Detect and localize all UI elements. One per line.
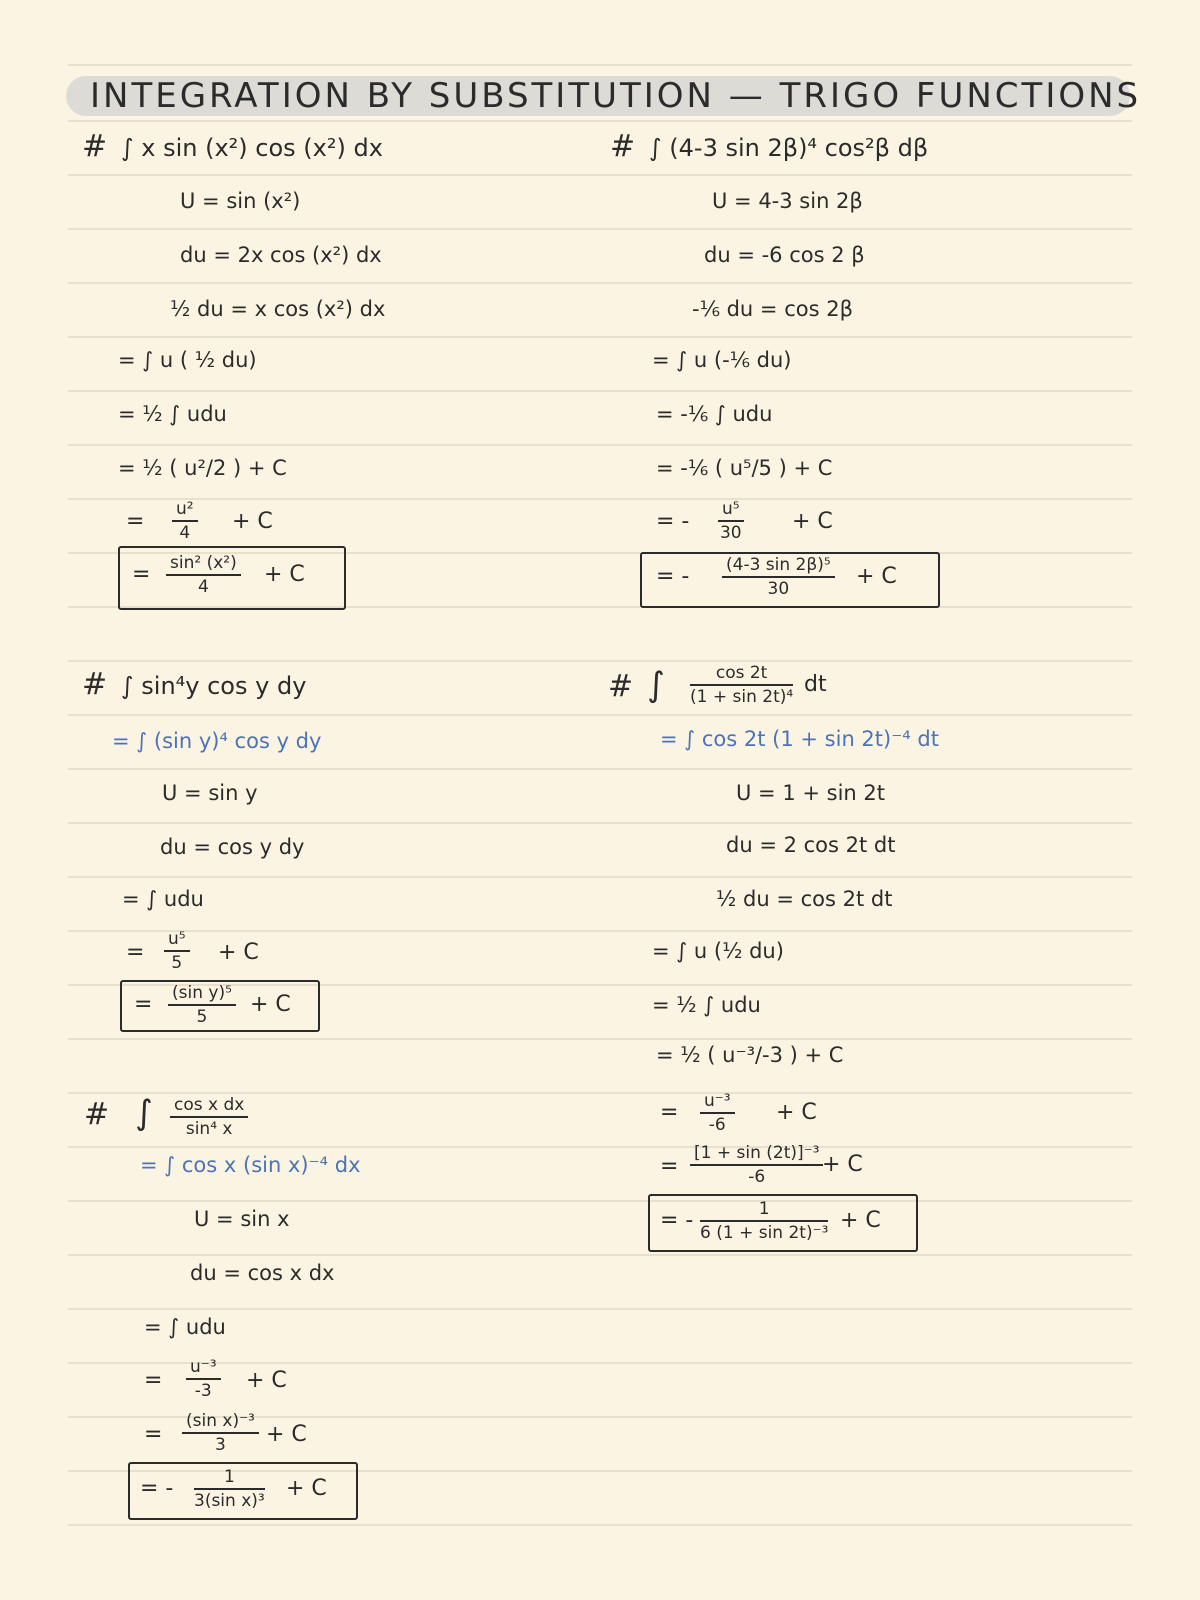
- p4-answer-fraction: $\frac{1}{\text{6 (1 + sin 2t)⁻³}}$: [700, 1199, 829, 1243]
- problem-1-header: # ∫ x sin (x²) cos (x²) dx: [82, 129, 383, 164]
- p1-answer-eq: =: [132, 562, 151, 587]
- p4-u: U = 1 + sin 2t: [736, 781, 885, 805]
- p2-answer-fraction: $\frac{\text{(4-3 sin 2β)⁵}}{30}$: [722, 554, 835, 600]
- p2-step-1: = ∫ u (-⅙ du): [652, 348, 792, 372]
- problem-5-header-start: [84, 1093, 153, 1133]
- p4-step-5-eq: =: [660, 1154, 679, 1179]
- p5-step-3-constant: + C: [266, 1422, 307, 1447]
- p5-header-fraction: $\frac{\text{cos x dx}}{\text{sin⁴ x}}$: [170, 1094, 248, 1140]
- rule-line: [68, 1524, 1132, 1526]
- hash-marker: #: [82, 667, 108, 702]
- p5-rewrite: = ∫ cos x (sin x)⁻⁴ dx: [140, 1153, 361, 1177]
- p1-answer-constant: + C: [264, 562, 305, 587]
- hash-marker: #: [608, 669, 634, 704]
- p3-answer-fraction: $\frac{\text{(sin y)⁵}}{5}$: [168, 982, 236, 1028]
- p5-step-2-fraction: $\frac{\text{u⁻³}}{-3}$: [186, 1356, 221, 1402]
- p3-step-1: = ∫ udu: [122, 887, 204, 911]
- p1-step-2: = ½ ∫ udu: [118, 402, 227, 426]
- p4-header-fraction: $\frac{\cos 2t}{\text{(1 + sin 2t)⁴}}$: [690, 663, 794, 707]
- p4-step-4-fraction: $\frac{\text{u⁻³}}{-6}$: [700, 1090, 735, 1136]
- p2-step-4-constant: + C: [792, 509, 833, 534]
- p3-u: U = sin y: [162, 781, 258, 805]
- rule-line: [68, 876, 1132, 878]
- p2-sixth-du: -⅙ du = cos 2β: [692, 297, 853, 321]
- rule-line: [68, 390, 1132, 392]
- rule-line: [68, 1146, 1132, 1148]
- rule-line: [68, 660, 1132, 662]
- p3-step-2-constant: + C: [218, 940, 259, 965]
- p3-du: du = cos y dy: [160, 835, 305, 859]
- p5-du: du = cos x dx: [190, 1261, 335, 1285]
- p5-step-3-fraction: $\frac{\text{(sin x)⁻³}}{3}$: [182, 1410, 259, 1456]
- p4-answer-eq: = -: [660, 1208, 694, 1233]
- p2-u: U = 4-3 sin 2β: [712, 189, 863, 213]
- rule-line: [68, 1200, 1132, 1202]
- hash-marker: #: [82, 129, 108, 164]
- hash-marker: #: [610, 129, 636, 164]
- p4-step-4-eq: =: [660, 1100, 679, 1125]
- rule-line: [68, 822, 1132, 824]
- p2-answer-eq: = -: [656, 564, 690, 589]
- rule-line: [68, 282, 1132, 284]
- p3-answer-eq: =: [134, 992, 153, 1017]
- hash-marker: #: [84, 1097, 110, 1132]
- p5-step-1: = ∫ udu: [144, 1315, 226, 1339]
- rule-line: [68, 1038, 1132, 1040]
- p1-step-4-eq: =: [126, 509, 145, 534]
- p4-answer-constant: + C: [840, 1208, 881, 1233]
- p4-half-du: ½ du = cos 2t dt: [716, 887, 893, 911]
- p4-step-3: = ½ ( u⁻³/-3 ) + C: [656, 1043, 844, 1067]
- p5-answer-fraction: $\frac{1}{\text{3(sin x)³}}$: [194, 1467, 265, 1511]
- p1-answer-fraction: $\frac{\text{sin² (x²)}}{4}$: [166, 552, 241, 598]
- p4-step-5-fraction: $\frac{\text{[1 + sin (2t)]⁻³}}{-6}$: [690, 1142, 823, 1188]
- p5-answer-constant: + C: [286, 1476, 327, 1501]
- p4-step-2: = ½ ∫ udu: [652, 993, 761, 1017]
- p3-answer-constant: + C: [250, 992, 291, 1017]
- rule-line: [68, 228, 1132, 230]
- problem-4-header-start: [608, 665, 665, 705]
- p4-header-dt: dt: [804, 672, 827, 697]
- p1-step-4-fraction: $\frac{\text{u²}}{4}$: [172, 498, 198, 544]
- rule-line: [68, 120, 1132, 122]
- problem-2-header: # ∫ (4-3 sin 2β)⁴ cos²β dβ: [610, 129, 929, 164]
- page-title: INTEGRATION BY SUBSTITUTION — TRIGO FUNCTIONS: [90, 76, 1142, 116]
- rule-line: [68, 1308, 1132, 1310]
- p1-u: U = sin (x²): [180, 189, 301, 213]
- p2-answer-constant: + C: [856, 564, 897, 589]
- p1-step-3: = ½ ( u²/2 ) + C: [118, 456, 287, 480]
- p5-step-3-eq: =: [144, 1422, 163, 1447]
- rule-line: [68, 336, 1132, 338]
- p3-step-2-fraction: $\frac{\text{u⁵}}{5}$: [164, 928, 190, 974]
- rule-line: [68, 1362, 1132, 1364]
- p5-answer-eq: = -: [140, 1476, 174, 1501]
- p5-step-2-constant: + C: [246, 1368, 287, 1393]
- rule-line: [68, 768, 1132, 770]
- rule-line: [68, 498, 1132, 500]
- p4-rewrite: = ∫ cos 2t (1 + sin 2t)⁻⁴ dt: [660, 727, 939, 751]
- p3-step-2-eq: =: [126, 940, 145, 965]
- p2-step-4-fraction: $\frac{\text{u⁵}}{30}$: [719, 499, 742, 543]
- p2-step-3: = -⅙ ( u⁵/5 ) + C: [656, 456, 833, 480]
- p3-rewrite: = ∫ (sin y)⁴ cos y dy: [112, 729, 322, 753]
- p4-step-4-constant: + C: [776, 1100, 817, 1125]
- p2-step-2: = -⅙ ∫ udu: [656, 402, 773, 426]
- rule-line: [68, 174, 1132, 176]
- rule-line: [68, 444, 1132, 446]
- p2-step-4-eq: = -: [656, 509, 690, 534]
- p1-half-du: ½ du = x cos (x²) dx: [170, 297, 386, 321]
- p1-du: du = 2x cos (x²) dx: [180, 243, 382, 267]
- integral-sign: ∫: [647, 665, 665, 705]
- rule-line: [68, 64, 1132, 66]
- p5-u: U = sin x: [194, 1207, 290, 1231]
- integral-sign: ∫: [135, 1093, 153, 1133]
- p4-step-5-constant: + C: [822, 1152, 863, 1177]
- rule-line: [68, 930, 1132, 932]
- p4-du: du = 2 cos 2t dt: [726, 833, 896, 857]
- p1-step-4-constant: + C: [232, 509, 273, 534]
- p1-step-1: = ∫ u ( ½ du): [118, 348, 257, 372]
- rule-line: [68, 1254, 1132, 1256]
- p2-du: du = -6 cos 2 β: [704, 243, 865, 267]
- problem-3-header: # ∫ sin⁴y cos y dy: [82, 667, 307, 702]
- p4-step-1: = ∫ u (½ du): [652, 939, 784, 963]
- p5-step-2-eq: =: [144, 1368, 163, 1393]
- rule-line: [68, 714, 1132, 716]
